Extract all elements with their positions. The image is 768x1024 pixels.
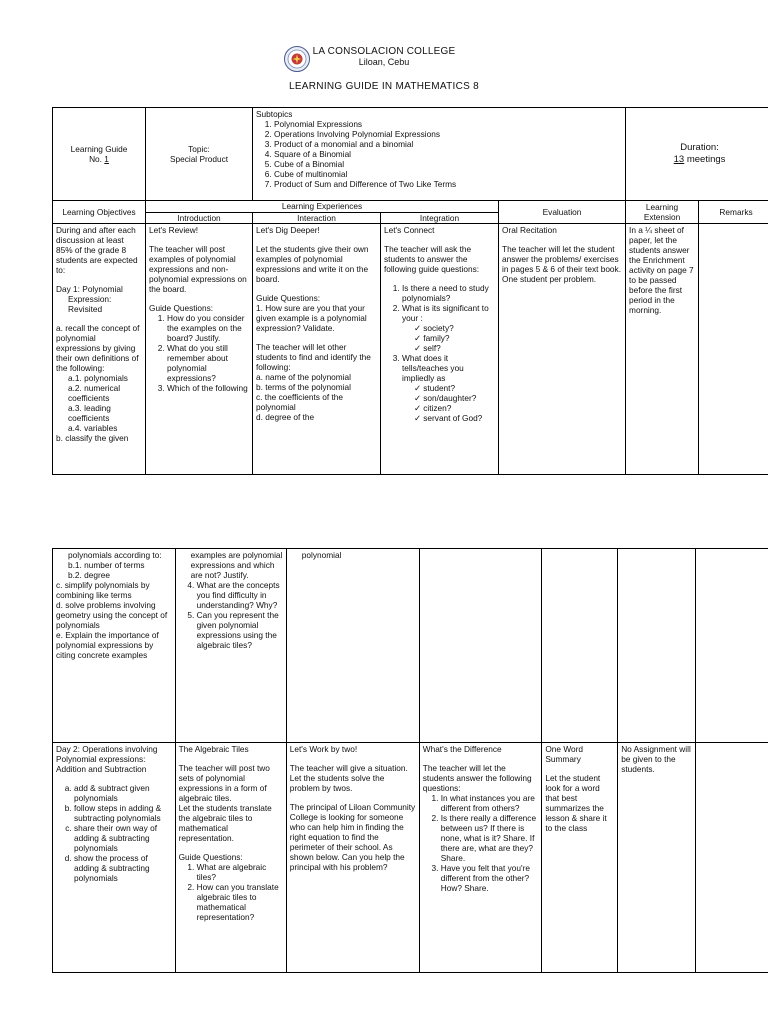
col-evaluation-header: Evaluation xyxy=(499,201,626,224)
day1-objectives-cell: During and after each discussion at least 85% of the grade 8 students are expected to: Day 1: Polynomial Expression: Revisited a. recall the concept of polynomial expressions by giving their own definitions of the following: a.1. polynomials a.2. numerical coefficients a.3. leading coefficients a.4. variables b. classify the given xyxy=(53,224,146,475)
learning-guide-table-page2 xyxy=(52,548,768,973)
col-introduction-header: Introduction xyxy=(146,212,253,224)
day1-extension-cell: In a ¼ sheet of paper, let the students answer the Enrichment activity on page 7 to be passed before the first period in the morning. xyxy=(626,224,699,475)
day1-evaluation-cont-cell xyxy=(542,549,618,743)
col-interaction-header: Interaction xyxy=(253,212,381,224)
day1-remarks-cont-cell xyxy=(696,549,768,743)
day1-eval-title: Oral Recitation xyxy=(502,225,557,235)
subtopic-item: 1. Polynomial Expressions xyxy=(274,119,622,129)
subtopic-item: 7. Product of Sum and Difference of Two Like Terms xyxy=(274,179,622,189)
col-objectives-header: Learning Objectives xyxy=(53,201,146,224)
day1-inter-title: Let's Dig Deeper! xyxy=(256,225,320,235)
subtopics-list xyxy=(256,119,622,189)
day1-interaction-cell: Let's Dig Deeper! Let the students give their own examples of polynomial expressions and write it on the board. Guide Questions: 1. How sure are you that your given example is a polynomial expression? Validate. The teacher will let other students to find and identify the following: a. name of the polynomial b. terms of the polynomial c. the coefficients of the polynomial d. degree of the xyxy=(253,224,381,475)
day1-intro-title: Let's Review! xyxy=(149,225,199,235)
day1-extension-cont-cell xyxy=(618,549,696,743)
day2-eval-title: One Word Summary xyxy=(545,744,584,764)
college-location: Liloan, Cebu xyxy=(358,57,410,67)
subtopic-item: 2. Operations Involving Polynomial Expressions xyxy=(274,129,622,139)
day2-intro-title: The Algebraic Tiles xyxy=(178,744,249,754)
day2-integ-title: What's the Difference xyxy=(422,744,502,754)
college-name: LA CONSOLACION COLLEGE xyxy=(312,46,456,57)
day1-integ-title: Let's Connect xyxy=(384,225,435,235)
subtopics-cell: Subtopics 1. Polynomial Expressions 2. Operations Involving Polynomial Expressions 3. Product of a monomial and a binomial 4. Square of a Binomial 5. Cube of a Binomial 6. Cube of multinomial 7. Product of Sum and Difference of Two Like Terms xyxy=(253,108,626,201)
learning-guide-table-page1 xyxy=(52,107,768,475)
duration-value: 13 xyxy=(673,154,685,165)
day2-interaction-cell: Let's Work by two! The teacher will give a situation. Let the students solve the problem by twos. The principal of Liloan Community College is looking for someone who can help him in finding the right equation to find the perimeter of their school. As shown below. Can you help the principal with his problem? xyxy=(286,743,419,973)
day2-remarks-cell xyxy=(696,743,768,973)
day2-integration-cell: What's the Difference The teacher will let the students answer the following questions: 1. In what instances you are different from others? 2. Is there really a difference between us? If there is none, what is it? Share. If there are, what are they? Share. 3. Have you felt that you're different from the other? How? Share. xyxy=(419,743,542,973)
day2-evaluation-cell: One Word Summary Let the student look for a word that best summarizes the lesson & share it to the class xyxy=(542,743,618,973)
guide-number-cell: Learning Guide No. 1 xyxy=(53,108,146,201)
guide-title: LEARNING GUIDE IN MATHEMATICS 8 xyxy=(288,81,480,92)
subtopic-item: 4. Square of a Binomial xyxy=(274,149,622,159)
topic-value: Special Product xyxy=(169,154,229,164)
subtopic-item: 5. Cube of a Binomial xyxy=(274,159,622,169)
duration-cell: Duration: 13 meetings xyxy=(626,108,768,201)
day2-extension-cell: No Assignment will be given to the students. xyxy=(618,743,696,973)
day1-evaluation-cell: Oral Recitation The teacher will let the student answer the problems/ exercises in pages 5 & 6 of their text book. One student per problem. xyxy=(499,224,626,475)
day1-integration-cont-cell xyxy=(419,549,542,743)
day1-remarks-cell xyxy=(699,224,768,475)
col-remarks-header: Remarks xyxy=(699,201,768,224)
day1-introduction-cont-cell: examples are polynomial expressions and which are not? Justify. 4. What are the concepts you find difficulty in understanding? Why? 5. Can you represent the given polynomial expressions using the algebraic tiles? xyxy=(175,549,286,743)
col-extension-header: Learning Extension xyxy=(626,201,699,224)
day1-introduction-cell: Let's Review! The teacher will post examples of polynomial expressions and non-polynomial expressions on the board. Guide Questions: 1. How do you consider the examples on the board? Justify. 2. What do you still remember about polynomial expressions? 3. Which of the following xyxy=(146,224,253,475)
subtopic-item: 3. Product of a monomial and a binomial xyxy=(274,139,622,149)
day2-objectives-cell: Day 2: Operations involving Polynomial expressions: Addition and Subtraction a. add & subtract given polynomials b. follow steps in adding & subtracting polynomials c. share their own way of adding & subtracting polynomials d. show the process of adding & subtracting polynomials xyxy=(53,743,176,973)
topic-cell: Topic: Special Product xyxy=(146,108,253,201)
day1-interaction-cont-cell: polynomial xyxy=(286,549,419,743)
day1-objectives-cont-cell: polynomials according to: b.1. number of terms b.2. degree c. simplify polynomials by combining like terms d. solve problems involving geometry using the concept of polynomials e. Explain the importance of polynomial expressions by citing concrete examples xyxy=(53,549,176,743)
guide-number: 1 xyxy=(104,154,109,164)
subtopic-item: 6. Cube of multinomial xyxy=(274,169,622,179)
col-experiences-header: Learning Experiences xyxy=(146,201,499,213)
day2-introduction-cell: The Algebraic Tiles The teacher will post two sets of polynomial expressions in a form of algebraic tiles. Let the students translate the algebraic tiles to mathematical representation. Guide Questions: 1. What are algebraic tiles? 2. How can you translate algebraic tiles to mathematical representation? xyxy=(175,743,286,973)
day1-integration-cell: Let's Connect The teacher will ask the students to answer the following guide questions: 1. Is there a need to study polynomials? 2. What is its significant to your : ✓ society? ✓ family? ✓ self? 3. What does it tells/teaches you impliedly as ✓ student? ✓ son/daughter? ✓ citizen? ✓ servant of God? xyxy=(381,224,499,475)
day2-inter-title: Let's Work by two! xyxy=(289,744,358,754)
col-integration-header: Integration xyxy=(381,212,499,224)
